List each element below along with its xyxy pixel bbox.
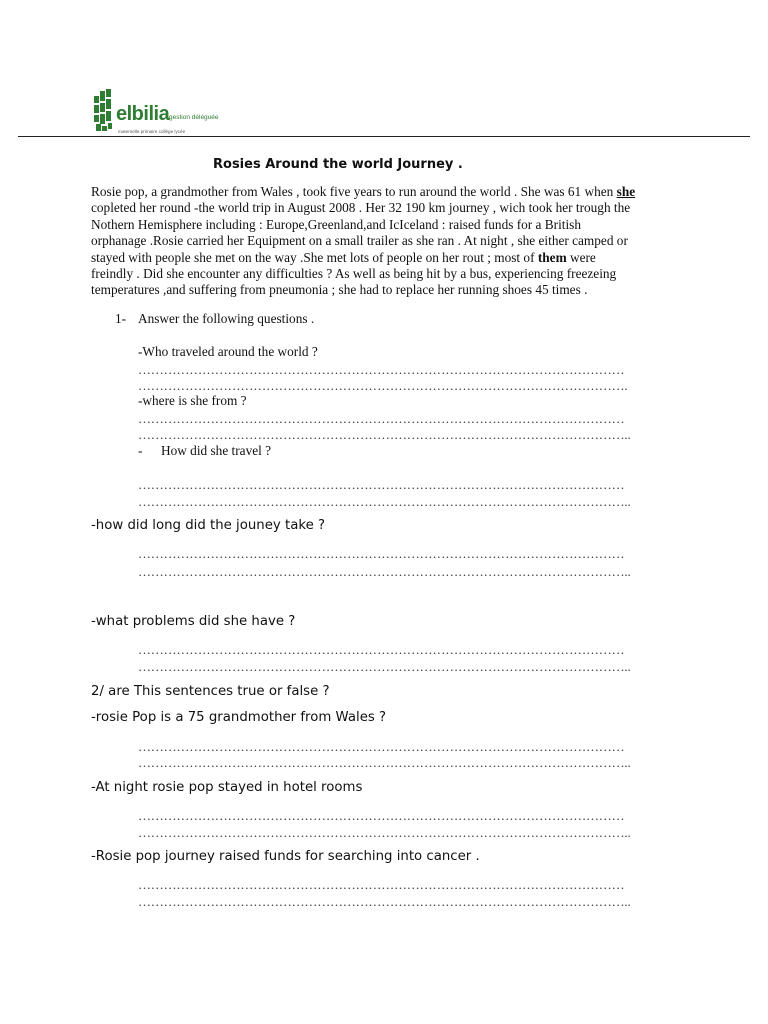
section2-heading: 2/ are This sentences true or false ? bbox=[91, 684, 330, 699]
question-problems: -what problems did she have ? bbox=[91, 614, 296, 629]
question-how-long: -how did long did the jouney take ? bbox=[91, 518, 326, 533]
logo-subtitle: maternelle primaire collège lycée bbox=[118, 129, 186, 134]
passage-line: Nothern Hemisphere including : Europe,Greenland,and IcIceland : raised funds for a British bbox=[91, 216, 581, 232]
answer-line[interactable]: …………………………………………………………………………………………………….. bbox=[138, 755, 631, 770]
passage-line: temperatures ,and suffering from pneumonia ; she had to replace her running shoes 45 times . bbox=[91, 282, 588, 298]
statement-age: -rosie Pop is a 75 grandmother from Wales ? bbox=[91, 710, 387, 725]
passage-line: freindly . Did she encounter any difficulties ? As well as being hit by a bus, experiencing freezeing bbox=[91, 266, 617, 282]
question-where: -where is she from ? bbox=[138, 393, 247, 408]
answer-line[interactable]: …………………………………………………………………………………………………….. bbox=[138, 564, 631, 579]
passage-line: orphanage .Rosie carried her Equipment on a small trailer as she ran . At night , she either camped or bbox=[91, 233, 628, 249]
logo-tagline: gestion déléguée bbox=[169, 114, 219, 121]
answer-line[interactable]: …………………………………………………………………………………………………….. bbox=[138, 825, 631, 840]
answer-line[interactable]: …………………………………………………………………………………………………….. bbox=[138, 494, 631, 509]
answer-line[interactable]: …………………………………………………………………………………………………… bbox=[138, 477, 625, 492]
answer-line[interactable]: …………………………………………………………………………………………………….. bbox=[138, 894, 631, 909]
answer-line[interactable]: …………………………………………………………………………………………………… bbox=[138, 411, 625, 426]
question-who: -Who traveled around the world ? bbox=[138, 344, 318, 359]
underlined-word: she bbox=[616, 184, 636, 199]
answer-line[interactable]: ……………………………………………………………………………………………………. bbox=[138, 378, 628, 393]
question-how: How did she travel ? bbox=[161, 443, 272, 458]
section-instruction: Answer the following questions . bbox=[138, 311, 315, 326]
answer-line[interactable]: …………………………………………………………………………………………………… bbox=[138, 808, 625, 823]
answer-line[interactable]: …………………………………………………………………………………………………… bbox=[138, 362, 625, 377]
worksheet-title: Rosies Around the world Journey . bbox=[213, 157, 463, 172]
section-number: 1- bbox=[115, 311, 127, 326]
bold-word: them bbox=[537, 249, 567, 265]
answer-line[interactable]: …………………………………………………………………………………………………… bbox=[138, 642, 625, 657]
answer-line[interactable]: …………………………………………………………………………………………………….. bbox=[138, 659, 631, 674]
elbilia-logo bbox=[92, 86, 222, 138]
reading-passage bbox=[91, 184, 691, 299]
logo-brand: elbilia bbox=[116, 103, 170, 125]
question-dash: - bbox=[138, 443, 143, 458]
answer-line[interactable]: …………………………………………………………………………………………………… bbox=[138, 546, 625, 561]
header-rule bbox=[18, 136, 750, 137]
statement-cancer: -Rosie pop journey raised funds for searching into cancer . bbox=[91, 849, 480, 864]
answer-line[interactable]: …………………………………………………………………………………………………….. bbox=[138, 427, 631, 442]
answer-line[interactable]: …………………………………………………………………………………………………… bbox=[138, 739, 625, 754]
passage-line: stayed with people she met on the way .She met lots of people on her rout ; most of them were bbox=[91, 249, 596, 265]
answer-line[interactable]: …………………………………………………………………………………………………… bbox=[138, 877, 625, 892]
statement-hotel: -At night rosie pop stayed in hotel rooms bbox=[91, 780, 363, 795]
passage-line: copleted her round -the world trip in August 2008 . Her 32 190 km journey , wich took her trough the bbox=[91, 200, 631, 216]
passage-line: Rosie pop, a grandmother from Wales , took five years to run around the world . She was 61 when she bbox=[91, 184, 636, 199]
